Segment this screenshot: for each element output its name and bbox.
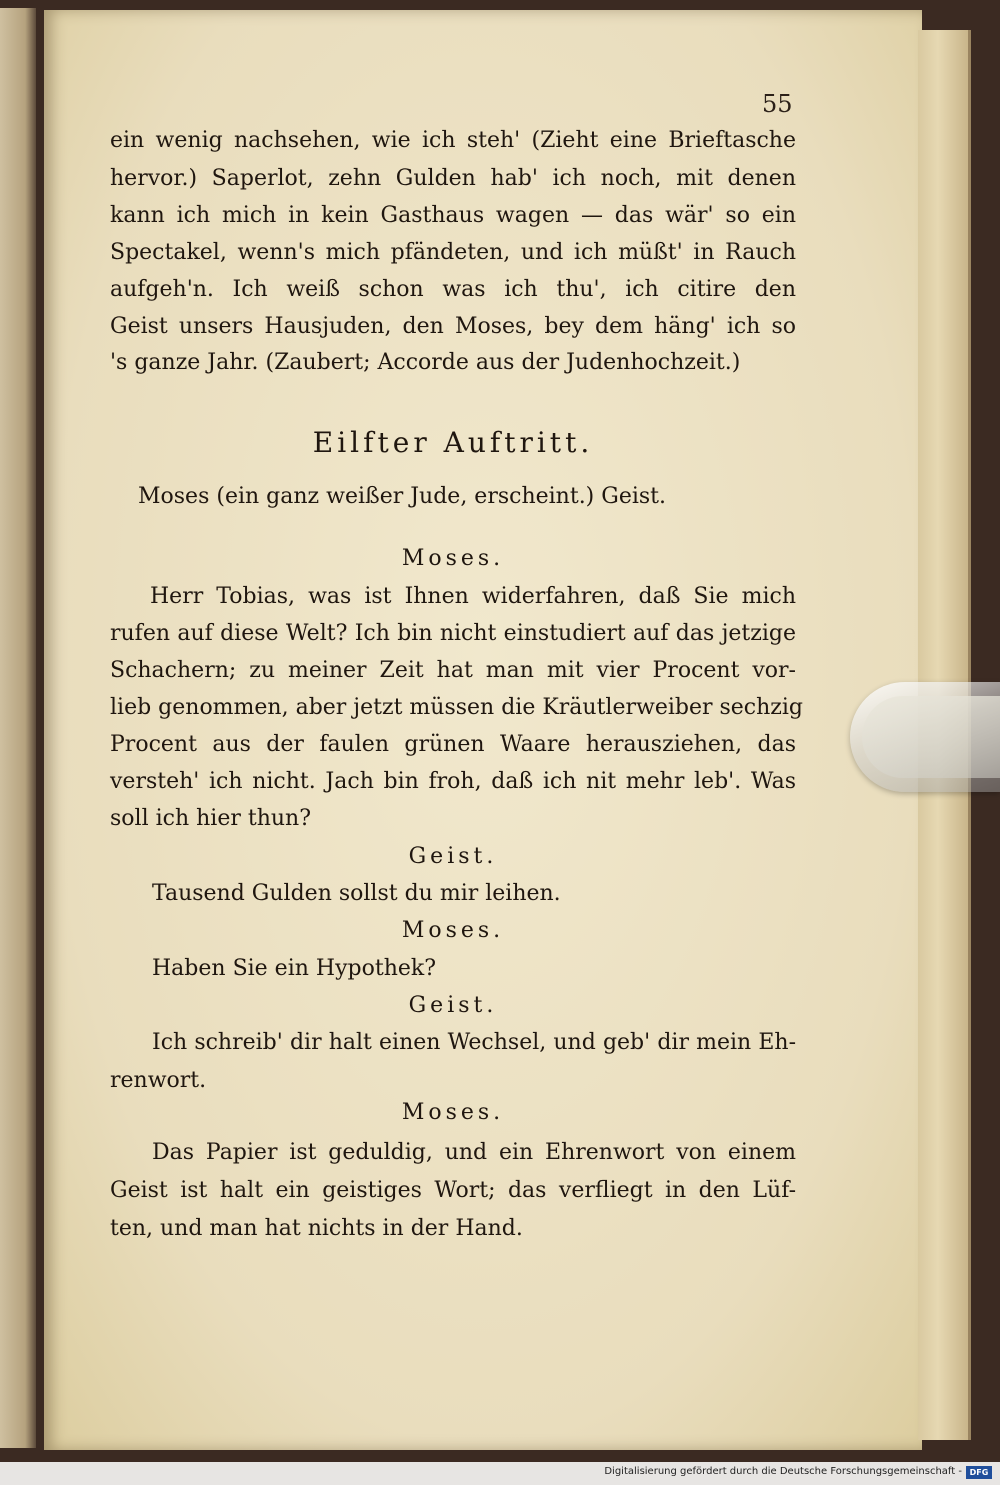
speech-line: Geist ist halt ein geistiges Wort; das verfliegt in den Lüf- bbox=[110, 1178, 796, 1203]
page-clip-inner bbox=[862, 696, 1000, 778]
text-line: Spectakel, wenn's mich pfändeten, und ich müßt' in Rauch bbox=[110, 240, 796, 265]
left-page-edge bbox=[0, 8, 36, 1448]
scene-heading: Eilfter Auftritt. bbox=[312, 426, 594, 459]
speaker-label: Geist. bbox=[408, 844, 498, 869]
speech-line: lieb genommen, aber jetzt müssen die Kräutlerweiber sechzig bbox=[110, 695, 803, 720]
speech-line: versteh' ich nicht. Jach bin froh, daß ich nit mehr leb'. Was bbox=[110, 769, 796, 794]
speech-line: renwort. bbox=[110, 1068, 207, 1093]
speech-line: Haben Sie ein Hypothek? bbox=[152, 956, 437, 981]
speaker-label: Moses. bbox=[401, 918, 505, 943]
text-line: kann ich mich in kein Gasthaus wagen — das wär' so ein bbox=[110, 203, 796, 228]
text-line: hervor.) Saperlot, zehn Gulden hab' ich noch, mit denen bbox=[110, 166, 796, 191]
speech-line: Das Papier ist geduldig, und ein Ehrenwort von einem bbox=[152, 1140, 796, 1165]
speech-line: Procent aus der faulen grünen Waare herausziehen, das bbox=[110, 732, 796, 757]
dfg-logo: DFG bbox=[966, 1466, 992, 1479]
cast-line: Moses (ein ganz weißer Jude, erscheint.) Geist. bbox=[138, 484, 667, 509]
text-line: ein wenig nachsehen, wie ich steh' (Zieht eine Brieftasche bbox=[110, 128, 796, 153]
speaker-label: Geist. bbox=[408, 993, 498, 1018]
speech-line: Ich schreib' dir halt einen Wechsel, und geb' dir mein Eh- bbox=[152, 1030, 796, 1055]
page-number: 55 bbox=[762, 90, 793, 118]
page-clip bbox=[850, 682, 1000, 792]
speech-line: rufen auf diese Welt? Ich bin nicht einstudiert auf das jetzige bbox=[110, 621, 796, 646]
funding-credit: Digitalisierung gefördert durch die Deutsche Forschungsgemeinschaft - bbox=[604, 1466, 962, 1477]
speech-line: Schachern; zu meiner Zeit hat man mit vier Procent vor- bbox=[110, 658, 796, 683]
text-line: 's ganze Jahr. (Zaubert; Accorde aus der Judenhochzeit.) bbox=[110, 350, 741, 375]
speaker-label: Moses. bbox=[401, 1100, 505, 1125]
text-line: aufgeh'n. Ich weiß schon was ich thu', ich citire den bbox=[110, 277, 796, 302]
speech-line: ten, und man hat nichts in der Hand. bbox=[110, 1216, 523, 1241]
text-line: Geist unsers Hausjuden, den Moses, bey dem häng' ich so bbox=[110, 314, 796, 339]
speech-line: Tausend Gulden sollst du mir leihen. bbox=[152, 881, 561, 906]
speech-line: soll ich hier thun? bbox=[110, 806, 311, 831]
speech-line: Herr Tobias, was ist Ihnen widerfahren, daß Sie mich bbox=[150, 584, 796, 609]
speaker-label: Moses. bbox=[401, 546, 505, 571]
